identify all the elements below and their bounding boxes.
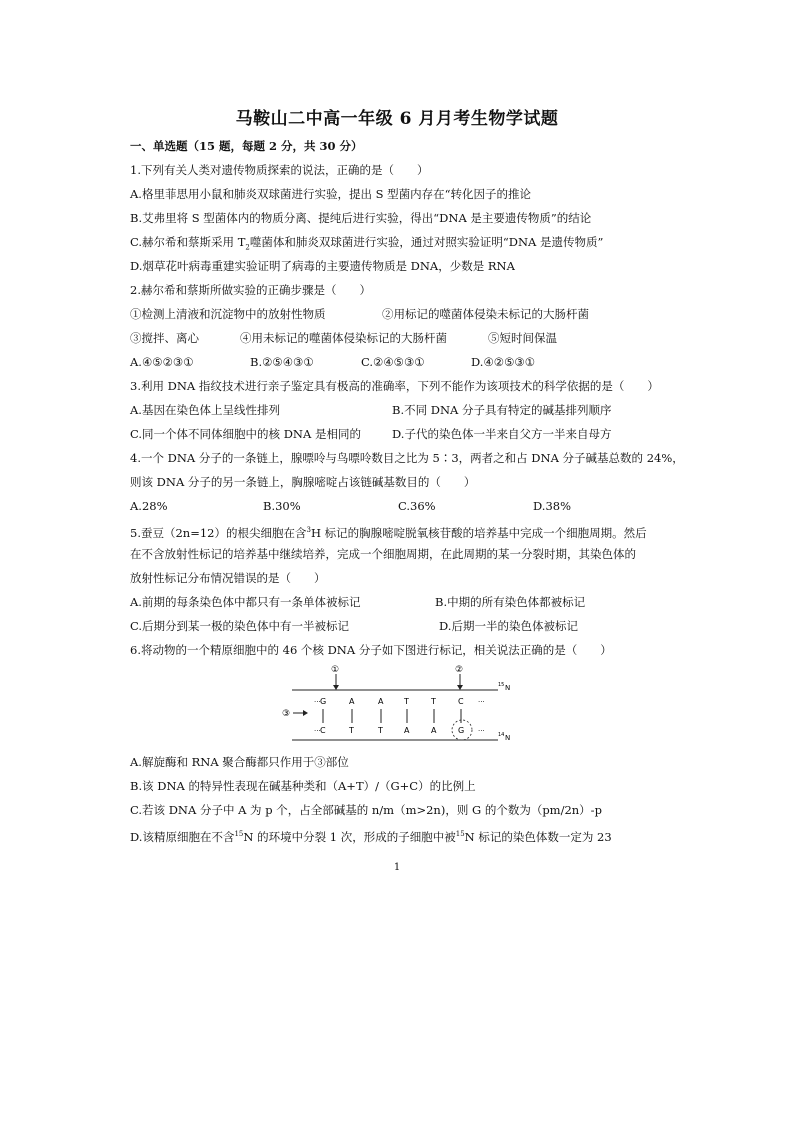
- q4-stem-line2: 则该 DNA 分子的另一条链上，胸腺嘧啶占该链碱基数目的（ ）: [130, 475, 476, 489]
- marker-1: ①: [331, 665, 340, 675]
- q1-option-a: A.格里菲思用小鼠和肺炎双球菌进行实验，提出 S 型菌内存在“转化因子的推论: [130, 187, 532, 201]
- q6-option-a: A.解旋酶和 RNA 聚合酶都只作用于③部位: [130, 755, 349, 769]
- q2-step-5: ⑤短时间保温: [488, 331, 557, 345]
- ellipsis-top-left: ···: [314, 698, 321, 706]
- page-number: 1: [393, 862, 401, 873]
- q6-stem: 6.将动物的一个精原细胞中的 46 个核 DNA 分子如下图进行标记，相关说法正确的是（ ）: [130, 643, 612, 657]
- marker-3-arrowhead: [303, 710, 308, 716]
- exam-title: 马鞍山二中高一年级 6 月月考生物学试题: [235, 109, 559, 129]
- q5-option-c: C.后期分到某一极的染色体中有一半被标记: [130, 619, 350, 633]
- marker-2: ②: [455, 665, 464, 675]
- q1-option-d: D.烟草花叶病毒重建实验证明了病毒的主要遗传物质是 DNA，少数是 RNA: [130, 259, 515, 273]
- marker-2-arrowhead: [457, 685, 463, 690]
- top-base-6: C: [458, 697, 464, 706]
- top-strand-label: N: [505, 684, 511, 692]
- q5-option-a: A.前期的每条染色体中都只有一条单体被标记: [130, 595, 361, 609]
- top-base-4: T: [404, 697, 409, 706]
- q2-step-3: ③搅拌、离心: [130, 331, 199, 345]
- q2-option-b: B.②⑤④③①: [250, 355, 314, 369]
- dna-figure: [280, 660, 520, 748]
- q6-option-c: C.若该 DNA 分子中 A 为 p 个，占全部碱基的 n/m（m>2n)，则 G 的个数为（pm/2n）-p: [130, 803, 602, 817]
- q3-option-c: C.同一个体不同体细胞中的核 DNA 是相同的: [130, 427, 361, 441]
- q1-option-c-post: 噬菌体和肺炎双球菌进行实验，通过对照实验证明“DNA 是遗传物质”: [249, 235, 604, 249]
- q6-option-d-mid: N 的环境中分裂 1 次，形成的子细胞中被: [243, 829, 456, 844]
- q6-option-d-post: N 标记的染色体数一定为 23: [464, 829, 612, 844]
- bottom-base-5: A: [431, 726, 437, 735]
- q2-step-4: ④用未标记的噬菌体侵染标记的大肠杆菌: [240, 331, 447, 345]
- bottom-strand-label: N: [505, 734, 511, 742]
- bottom-strand-sup: 14: [498, 732, 505, 738]
- section-heading: 一、单选题（15 题，每题 2 分，共 30 分）: [130, 139, 363, 153]
- q2-option-d: D.④②⑤③①: [471, 355, 536, 369]
- q3-stem: 3.利用 DNA 指纹技术进行亲子鉴定具有极高的准确率，下列不能作为该项技术的科学依据的是（ ）: [130, 379, 659, 393]
- q4-option-d: D.38%: [533, 499, 572, 513]
- q5-stem-line2: 在不含放射性标记的培养基中继续培养，完成一个细胞周期，在此周期的某一分裂时期，其染色体的: [130, 547, 636, 561]
- ellipsis-bottom-right: ···: [478, 727, 485, 735]
- q2-option-a: A.④⑤②③①: [130, 355, 194, 369]
- q5-stem-line3: 放射性标记分布情况错误的是（ ）: [130, 571, 326, 585]
- q6-option-d-sup1: 15: [234, 830, 244, 838]
- q2-stem: 2.赫尔希和蔡斯所做实验的正确步骤是（ ）: [130, 283, 371, 297]
- q4-option-c: C.36%: [398, 499, 436, 513]
- top-base-5: T: [431, 697, 436, 706]
- q4-stem-line1: 4.一个 DNA 分子的一条链上，腺嘌呤与鸟嘌呤数目之比为 5∶3，两者之和占 DNA 分子碱基总数的 24%，: [130, 451, 684, 465]
- q1-stem: 1.下列有关人类对遗传物质探索的说法，正确的是（ ）: [130, 163, 429, 177]
- q5-stem-post: H 标记的胸腺嘧啶脱氧核苷酸的培养基中完成一个细胞周期。然后: [310, 525, 647, 540]
- bottom-base-3: T: [378, 726, 383, 735]
- top-base-1: G: [320, 697, 327, 706]
- q3-option-b: B.不同 DNA 分子具有特定的碱基排列顺序: [392, 403, 612, 417]
- q4-option-a: A.28%: [130, 499, 168, 513]
- bottom-base-1: C: [320, 726, 326, 735]
- q5-stem-sup: 3: [306, 526, 311, 534]
- q5-option-d: D.后期一半的染色体被标记: [439, 619, 578, 633]
- top-base-3: A: [378, 697, 384, 706]
- top-base-2: A: [349, 697, 355, 706]
- q1-option-c-pre: C.赫尔希和蔡斯采用 T: [130, 235, 246, 249]
- q1-option-b: B.艾弗里将 S 型菌体内的物质分离、提纯后进行实验，得出“DNA 是主要遗传物质”的结论: [130, 211, 592, 225]
- q6-option-d-sup2: 15: [455, 830, 465, 838]
- bottom-base-6: G: [458, 726, 465, 735]
- q5-stem-pre: 5.蚕豆（2n=12）的根尖细胞在含: [130, 525, 307, 540]
- top-strand-sup: 15: [498, 682, 505, 688]
- marker-1-arrowhead: [333, 685, 339, 690]
- bottom-base-4: A: [404, 726, 410, 735]
- bottom-base-2: T: [349, 726, 354, 735]
- q2-option-c: C.②④⑤③①: [361, 355, 425, 369]
- marker-3: ③: [282, 709, 291, 719]
- q5-option-b: B.中期的所有染色体都被标记: [435, 595, 586, 609]
- ellipsis-top-right: ···: [478, 698, 485, 706]
- q3-option-d: D.子代的染色体一半来自父方一半来自母方: [392, 427, 612, 441]
- ellipsis-bottom-left: ···: [314, 727, 321, 735]
- q5-stem-line1: [130, 522, 647, 541]
- q1-option-c-sub: 2: [245, 243, 250, 252]
- q6-option-d-pre: D.该精原细胞在不含: [130, 829, 235, 844]
- q6-option-b: B.该 DNA 的特异性表现在碱基种类和（A+T）/（G+C）的比例上: [130, 779, 476, 793]
- q6-option-d: [130, 826, 612, 845]
- q2-step-2: ②用标记的噬菌体侵染未标记的大肠杆菌: [382, 307, 589, 321]
- q4-option-b: B.30%: [263, 499, 301, 513]
- q2-step-1: ①检测上清液和沉淀物中的放射性物质: [130, 307, 326, 321]
- q1-option-c: [130, 234, 603, 255]
- q3-option-a: A.基因在染色体上呈线性排列: [130, 403, 280, 417]
